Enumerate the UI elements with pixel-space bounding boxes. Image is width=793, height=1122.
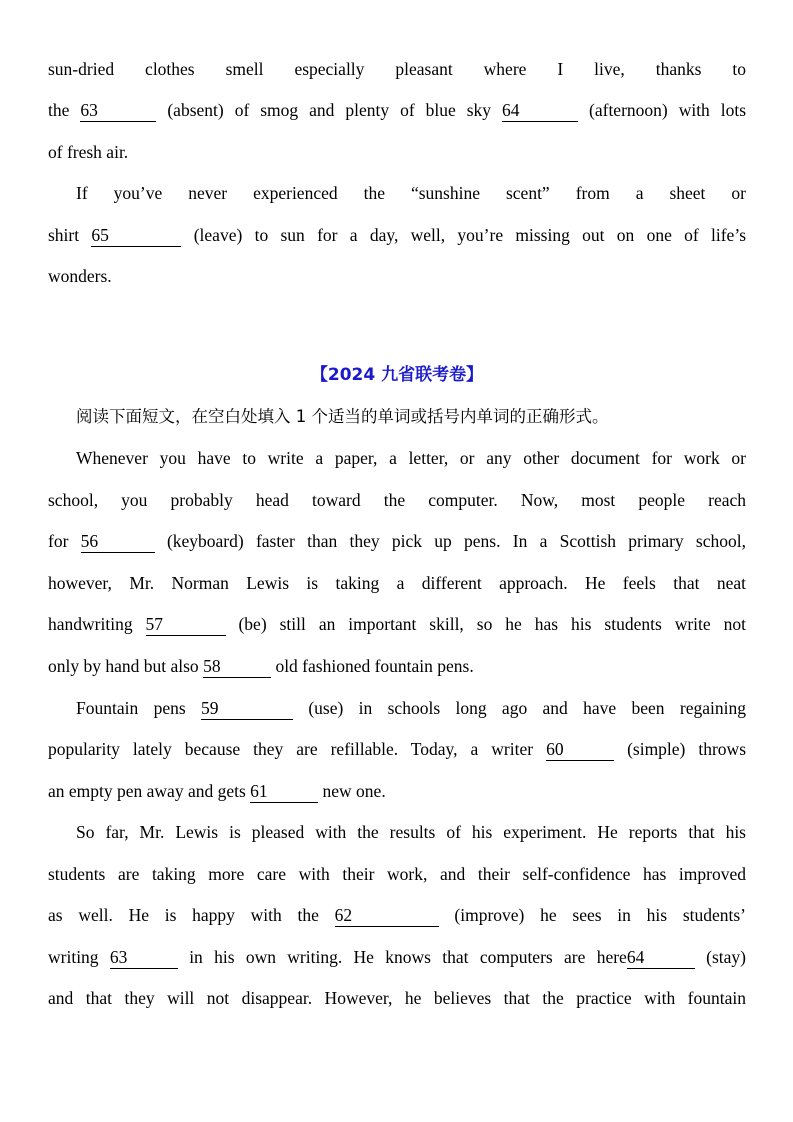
answer-blank-62[interactable]: 62	[335, 904, 439, 927]
answer-blank-59[interactable]: 59	[201, 697, 293, 720]
answer-blank-61[interactable]: 61	[250, 780, 318, 803]
text-fragment: new one.	[322, 781, 386, 801]
text-line: and that they will not disappear. However, he believes that the practice with fountain	[48, 988, 746, 1008]
text-fragment: (simple) throws	[627, 739, 747, 759]
section-heading: 【2024 九省联考卷】	[310, 365, 484, 385]
answer-blank-64[interactable]: 64	[502, 99, 578, 122]
text-line	[48, 221, 746, 249]
text-line	[48, 694, 746, 722]
text-line: sun-dried clothes smell especially pleasant where I live, thanks to	[48, 59, 746, 79]
text-fragment: in his own writing. He knows that computers are here	[189, 947, 627, 967]
text-fragment: as well. He is happy with the	[48, 905, 319, 925]
text-line: however, Mr. Norman Lewis is taking a different approach. He feels that neat	[48, 573, 746, 593]
text-fragment: (leave) to sun for a day, well, you’re missing out on one of life’s	[193, 225, 746, 245]
answer-blank-63[interactable]: 63	[80, 99, 156, 122]
text-line	[48, 96, 746, 124]
instruction-text: 阅读下面短文，在空白处填入 1 个适当的单词或括号内单词的正确形式。	[76, 407, 609, 426]
text-line: Whenever you have to write a paper, a letter, or any other document for work or	[76, 448, 746, 468]
text-line	[48, 527, 746, 555]
text-fragment: only by hand but also	[48, 656, 199, 676]
answer-blank-57[interactable]: 57	[146, 613, 226, 636]
text-line: wonders.	[48, 266, 112, 286]
text-line: So far, Mr. Lewis is pleased with the results of his experiment. He reports that his	[76, 822, 746, 842]
text-fragment: (absent) of smog and plenty of blue sky	[167, 100, 492, 120]
text-fragment: handwriting	[48, 614, 133, 634]
answer-blank-60[interactable]: 60	[546, 738, 614, 761]
text-fragment: shirt	[48, 225, 80, 245]
text-line	[48, 777, 746, 805]
text-line: school, you probably head toward the computer. Now, most people reach	[48, 490, 746, 510]
text-fragment: (afternoon) with lots	[589, 100, 747, 120]
text-line	[48, 901, 746, 929]
text-line: of fresh air.	[48, 142, 129, 162]
text-fragment: an empty pen away and gets	[48, 781, 246, 801]
text-fragment: (keyboard) faster than they pick up pens. In a Scottish primary school,	[166, 531, 746, 551]
text-fragment: popularity lately because they are refillable. Today, a writer	[48, 739, 534, 759]
answer-blank-63b[interactable]: 63	[110, 946, 178, 969]
text-line	[48, 735, 746, 763]
text-fragment: (be) still an important skill, so he has his students write not	[238, 614, 746, 634]
text-fragment: Fountain pens	[76, 698, 186, 718]
text-line: students are taking more care with their work, and their self-confidence has improved	[48, 864, 746, 884]
text-line	[48, 652, 746, 680]
text-line	[48, 610, 746, 638]
text-fragment: (improve) he sees in his students’	[454, 905, 747, 925]
text-fragment: old fashioned fountain pens.	[275, 656, 474, 676]
answer-blank-65[interactable]: 65	[91, 224, 181, 247]
text-fragment: (use) in schools long ago and have been regaining	[308, 698, 746, 718]
text-fragment: the	[48, 100, 70, 120]
answer-blank-64b[interactable]: 64	[627, 946, 695, 969]
text-fragment: writing	[48, 947, 99, 967]
text-fragment: for	[48, 531, 69, 551]
text-line	[48, 943, 746, 971]
text-fragment: (stay)	[706, 947, 746, 967]
answer-blank-58[interactable]: 58	[203, 655, 271, 678]
answer-blank-56[interactable]: 56	[81, 530, 155, 553]
text-line: If you’ve never experienced the “sunshine scent” from a sheet or	[76, 183, 746, 203]
